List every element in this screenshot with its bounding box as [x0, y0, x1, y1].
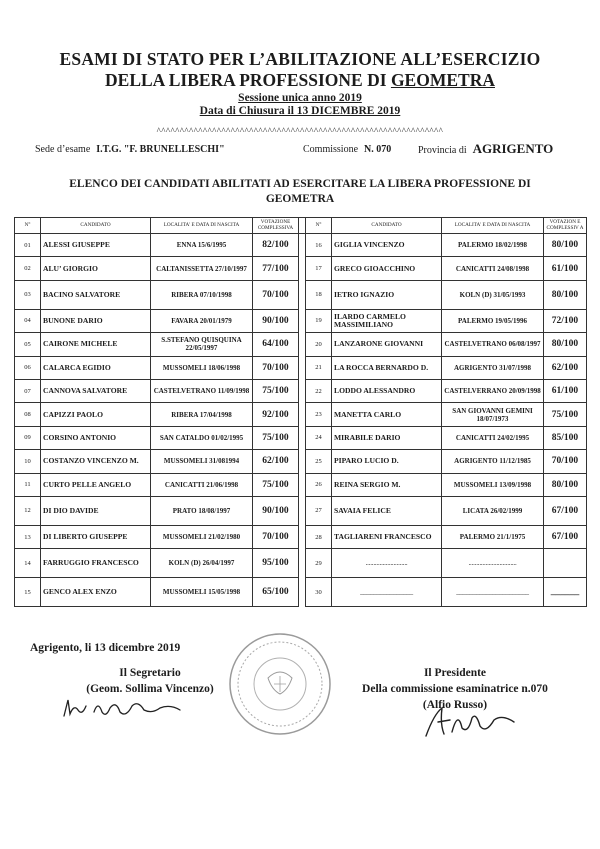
sede-label: Sede d’esame	[35, 144, 91, 155]
candidate-number: 29	[306, 549, 332, 578]
header-votazione-right: VOTAZION E COMPLESSIV A	[544, 218, 587, 234]
candidate-number: 26	[306, 473, 332, 496]
candidate-birthplace-date: CANICATTI 21/06/1998	[151, 473, 253, 496]
candidate-score: 92/100	[253, 403, 299, 426]
candidate-birthplace-date: ENNA 15/6/1995	[151, 234, 253, 257]
candidate-score: 90/100	[253, 496, 299, 525]
candidate-birthplace-date: RIBERA 17/04/1998	[151, 403, 253, 426]
president-role: Della commissione esaminatrice n.070	[362, 683, 548, 695]
candidate-score: 72/100	[544, 309, 587, 332]
caret-divider: ^^^^^^^^^^^^^^^^^^^^^^^^^^^^^^^^^^^^^^^^^^^^^^^^^^^^^^^^^^^^^^	[156, 126, 444, 136]
table-row	[15, 549, 587, 578]
candidate-birthplace-date: PALERMO 21/1/1975	[442, 525, 544, 548]
candidate-score: 62/100	[544, 356, 587, 379]
candidate-birthplace-date: SAN CATALDO 01/02/1995	[151, 426, 253, 449]
provincia-field	[418, 141, 553, 157]
candidate-name: MANETTA CARLO	[332, 403, 442, 426]
candidate-birthplace-date: AGRIGENTO 11/12/1985	[442, 450, 544, 473]
candidate-birthplace-date: CASTELVETRANO 11/09/1998	[151, 379, 253, 402]
table-row	[15, 280, 587, 309]
candidate-number: 24	[306, 426, 332, 449]
candidate-number: 03	[15, 280, 41, 309]
column-separator	[299, 450, 306, 473]
commissione-field	[303, 144, 391, 155]
candidate-number: 09	[15, 426, 41, 449]
column-separator	[299, 473, 306, 496]
candidate-birthplace-date: ...............................	[442, 549, 544, 578]
candidate-name: CURTO PELLE ANGELO	[41, 473, 151, 496]
table-row	[15, 403, 587, 426]
candidate-number: 15	[15, 578, 41, 607]
candidate-birthplace-date: PALERMO 19/05/1996	[442, 309, 544, 332]
candidate-score: 82/100	[253, 234, 299, 257]
header-localita-left: LOCALITA' E DATA DI NASCITA	[151, 218, 253, 234]
candidate-score: 70/100	[253, 280, 299, 309]
header-localita-right: LOCALITA' E DATA DI NASCITA	[442, 218, 544, 234]
candidate-name: FARRUGGIO FRANCESCO	[41, 549, 151, 578]
candidate-score: 75/100	[253, 379, 299, 402]
document-title-line1: ESAMI DI STATO PER L’ABILITAZIONE ALL’ESERCIZIO	[59, 49, 541, 69]
column-separator	[299, 403, 306, 426]
candidate-number: 13	[15, 525, 41, 548]
table-row	[15, 525, 587, 548]
column-separator	[299, 333, 306, 356]
column-separator	[299, 218, 306, 234]
title-line2-emphasis: GEOMETRA	[390, 70, 495, 90]
candidate-number: 07	[15, 379, 41, 402]
candidate-birthplace-date: CASTELVERRANO 20/09/1998	[442, 379, 544, 402]
table-row	[15, 426, 587, 449]
table-row	[15, 496, 587, 525]
candidate-birthplace-date: FAVARA 20/01/1979	[151, 309, 253, 332]
candidate-score: 70/100	[253, 525, 299, 548]
candidate-number: 22	[306, 379, 332, 402]
candidate-number: 05	[15, 333, 41, 356]
table-row	[15, 309, 587, 332]
candidate-number: 23	[306, 403, 332, 426]
secretary-name: (Geom. Sollima Vincenzo)	[86, 683, 214, 695]
candidate-birthplace-date: AGRIGENTO 31/07/1998	[442, 356, 544, 379]
candidate-number: 11	[15, 473, 41, 496]
candidate-number: 25	[306, 450, 332, 473]
candidate-name: SAVAIA FELICE	[332, 496, 442, 525]
candidate-number: 10	[15, 450, 41, 473]
candidate-score: 80/100	[544, 280, 587, 309]
header-num-left: N°	[15, 218, 41, 234]
candidate-score: 75/100	[253, 473, 299, 496]
candidate-name: MIRABILE DARIO	[332, 426, 442, 449]
table-row	[15, 356, 587, 379]
header-candidato-left: CANDIDATO	[41, 218, 151, 234]
candidate-score: 80/100	[544, 234, 587, 257]
candidate-name: DI DIO DAVIDE	[41, 496, 151, 525]
candidate-number: 14	[15, 549, 41, 578]
column-separator	[299, 234, 306, 257]
candidate-birthplace-date: MUSSOMELI 15/05/1998	[151, 578, 253, 607]
candidate-score: 70/100	[544, 450, 587, 473]
closing-date: Data di Chiusura il 13 DICEMBRE 2019	[199, 105, 401, 117]
candidate-score: 90/100	[253, 309, 299, 332]
candidate-birthplace-date: CANICATTI 24/08/1998	[442, 257, 544, 280]
candidate-name: TAGLIARENI FRANCESCO	[332, 525, 442, 548]
session-subtitle: Sessione unica anno 2019	[238, 92, 362, 104]
table-row	[15, 473, 587, 496]
column-separator	[299, 257, 306, 280]
candidate-score: 77/100	[253, 257, 299, 280]
candidate-name: CORSINO ANTONIO	[41, 426, 151, 449]
candidate-name: CAPIZZI PAOLO	[41, 403, 151, 426]
candidate-birthplace-date: S.STEFANO QUISQUINA 22/05/1997	[151, 333, 253, 356]
candidate-name: BUNONE DARIO	[41, 309, 151, 332]
secretary-signature	[60, 696, 190, 722]
column-separator	[299, 280, 306, 309]
candidate-birthplace-date: MUSSOMELI 13/09/1998	[442, 473, 544, 496]
candidate-score: 61/100	[544, 379, 587, 402]
candidate-number: 21	[306, 356, 332, 379]
candidate-score: 95/100	[253, 549, 299, 578]
candidate-birthplace-date: CALTANISSETTA 27/10/1997	[151, 257, 253, 280]
provincia-label: Provincia di	[418, 145, 467, 156]
secretary-title: Il Segretario	[119, 667, 181, 679]
candidate-name: ________________	[332, 578, 442, 607]
column-separator	[299, 525, 306, 548]
table-row	[15, 234, 587, 257]
candidate-number: 08	[15, 403, 41, 426]
candidate-birthplace-date: MUSSOMELI 21/02/1980	[151, 525, 253, 548]
candidate-birthplace-date: MUSSOMELI 18/06/1998	[151, 356, 253, 379]
header-num-right: N°	[306, 218, 332, 234]
candidate-score: 75/100	[544, 403, 587, 426]
candidate-birthplace-date: LICATA 26/02/1999	[442, 496, 544, 525]
candidate-score	[544, 549, 587, 578]
candidate-name: CANNOVA SALVATORE	[41, 379, 151, 402]
place-and-date: Agrigento, li 13 dicembre 2019	[30, 642, 181, 654]
candidate-number: 12	[15, 496, 41, 525]
column-separator	[299, 356, 306, 379]
candidate-score: 85/100	[544, 426, 587, 449]
president-name: (Alfio Russo)	[422, 699, 488, 711]
candidate-number: 06	[15, 356, 41, 379]
sede-field	[35, 144, 225, 155]
column-separator	[299, 309, 306, 332]
candidate-birthplace-date: MUSSOMELI 31/081994	[151, 450, 253, 473]
table-row	[15, 333, 587, 356]
candidate-name: CAIRONE MICHELE	[41, 333, 151, 356]
candidate-name: GRECO GIOACCHINO	[332, 257, 442, 280]
candidate-number: 04	[15, 309, 41, 332]
header-votazione-left: VOTAZIONE COMPLESSIVA	[253, 218, 299, 234]
candidate-name: PIPARO LUCIO D.	[332, 450, 442, 473]
table-row	[15, 578, 587, 607]
candidate-number: 28	[306, 525, 332, 548]
candidate-name: GENCO ALEX ENZO	[41, 578, 151, 607]
candidate-name: BACINO SALVATORE	[41, 280, 151, 309]
candidates-table	[14, 217, 587, 607]
president-title: Il Presidente	[423, 667, 487, 679]
candidate-birthplace-date: SAN GIOVANNI GEMINI 18/07/1973	[442, 403, 544, 426]
candidate-birthplace-date: RIBERA 07/10/1998	[151, 280, 253, 309]
candidate-score: 62/100	[253, 450, 299, 473]
candidate-number: 18	[306, 280, 332, 309]
candidate-birthplace-date: PALERMO 18/02/1998	[442, 234, 544, 257]
candidate-score: 61/100	[544, 257, 587, 280]
candidate-score: 67/100	[544, 525, 587, 548]
candidate-name: LANZARONE GIOVANNI	[332, 333, 442, 356]
candidate-birthplace-date: PRATO 18/08/1997	[151, 496, 253, 525]
title-line2-prefix: DELLA LIBERA PROFESSIONE DI	[105, 70, 391, 90]
candidate-number: 01	[15, 234, 41, 257]
candidate-name: ...........................	[332, 549, 442, 578]
president-signature	[420, 704, 520, 740]
commissione-value: N. 070	[364, 144, 392, 155]
table-row	[15, 257, 587, 280]
candidate-name: CALARCA EGIDIO	[41, 356, 151, 379]
candidate-number: 19	[306, 309, 332, 332]
candidate-name: LODDO ALESSANDRO	[332, 379, 442, 402]
table-header-row	[15, 218, 587, 234]
provincia-value: AGRIGENTO	[472, 141, 554, 156]
document-title-line2	[0, 70, 600, 91]
candidate-score: 80/100	[544, 333, 587, 356]
commissione-label: Commissione	[303, 144, 359, 155]
column-separator	[299, 549, 306, 578]
table-row	[15, 379, 587, 402]
candidate-birthplace-date: CASTELVETRANO 06/08/1997	[442, 333, 544, 356]
header-candidato-right: CANDIDATO	[332, 218, 442, 234]
candidate-name: ILARDO CARMELO MASSIMILIANO	[332, 309, 442, 332]
candidate-name: REINA SERGIO M.	[332, 473, 442, 496]
candidate-birthplace-date: KOLN (D) 26/04/1997	[151, 549, 253, 578]
candidate-name: IETRO IGNAZIO	[332, 280, 442, 309]
candidate-score: 67/100	[544, 496, 587, 525]
column-separator	[299, 496, 306, 525]
official-seal-stamp	[224, 628, 336, 740]
candidate-name: ALU’ GIORGIO	[41, 257, 151, 280]
candidate-score: 75/100	[253, 426, 299, 449]
column-separator	[299, 578, 306, 607]
candidate-score: 65/100	[253, 578, 299, 607]
sede-value: I.T.G. "F. BRUNELLESCHI"	[96, 144, 225, 155]
candidate-birthplace-date: ______________________	[442, 578, 544, 607]
column-separator	[299, 426, 306, 449]
candidate-name: ALESSI GIUSEPPE	[41, 234, 151, 257]
candidate-score: ______	[544, 578, 587, 607]
candidate-name: COSTANZO VINCENZO M.	[41, 450, 151, 473]
candidate-score: 64/100	[253, 333, 299, 356]
column-separator	[299, 379, 306, 402]
candidate-birthplace-date: KOLN (D) 31/05/1993	[442, 280, 544, 309]
candidate-number: 16	[306, 234, 332, 257]
candidate-name: DI LIBERTO GIUSEPPE	[41, 525, 151, 548]
candidate-number: 27	[306, 496, 332, 525]
candidate-number: 17	[306, 257, 332, 280]
candidate-name: GIGLIA VINCENZO	[332, 234, 442, 257]
candidate-number: 30	[306, 578, 332, 607]
candidate-birthplace-date: CANICATTI 24/02/1995	[442, 426, 544, 449]
candidate-number: 20	[306, 333, 332, 356]
candidate-number: 02	[15, 257, 41, 280]
candidate-score: 70/100	[253, 356, 299, 379]
list-title: ELENCO DEI CANDIDATI ABILITATI AD ESERCITARE LA LIBERA PROFESSIONE DI GEOMETRA	[69, 178, 531, 205]
candidate-score: 80/100	[544, 473, 587, 496]
table-row	[15, 450, 587, 473]
candidate-name: LA ROCCA BERNARDO D.	[332, 356, 442, 379]
